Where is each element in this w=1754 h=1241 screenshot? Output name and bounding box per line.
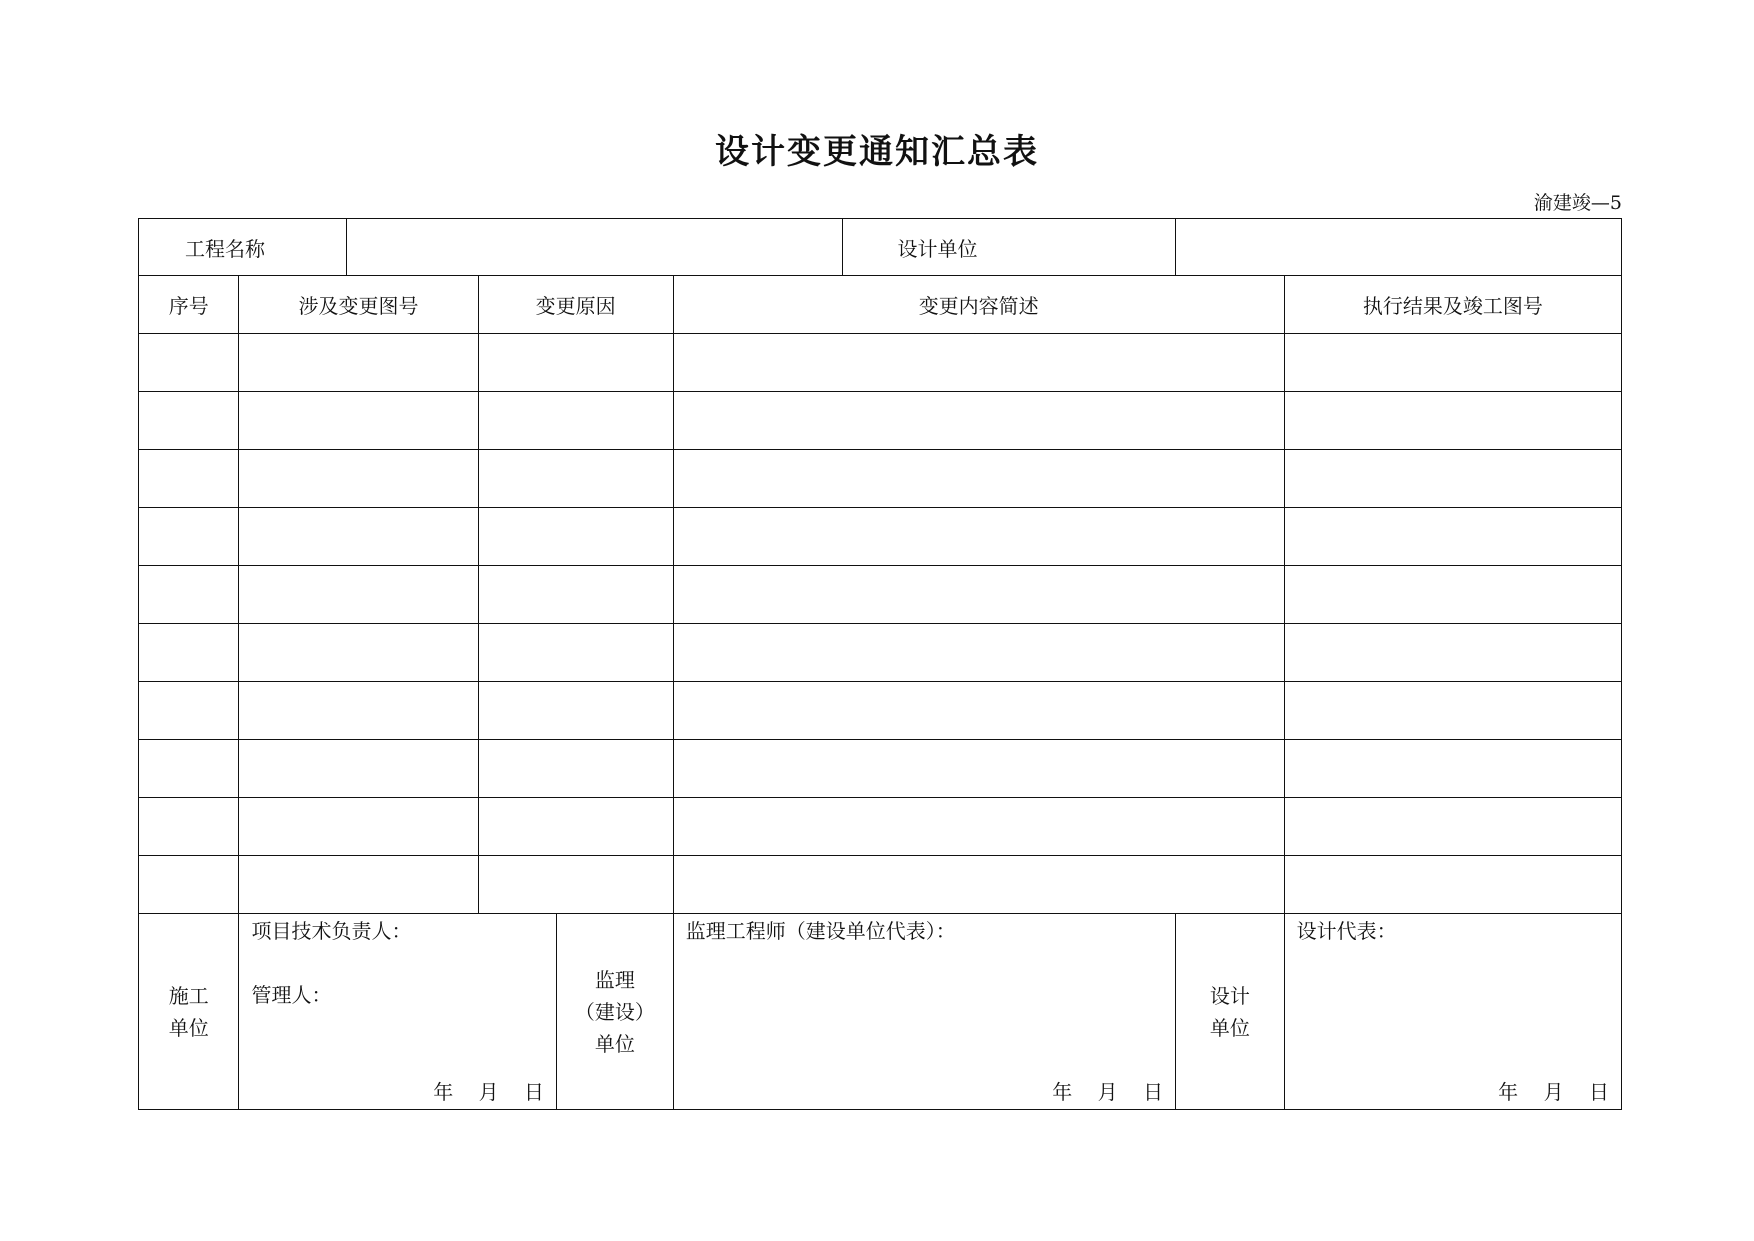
cell-change-reason[interactable] [478,450,673,508]
table-row [139,856,1622,914]
construction-unit-label-line1: 施工 [168,983,209,1008]
cell-seq[interactable] [139,856,239,914]
design-date: 年 月 日 [1498,1080,1609,1104]
table-row [139,508,1622,566]
cell-seq[interactable] [139,392,239,450]
cell-result[interactable] [1284,566,1621,624]
cell-result[interactable] [1284,450,1621,508]
cell-change-summary[interactable] [673,450,1284,508]
construction-unit-label [139,914,239,1110]
cell-result[interactable] [1284,624,1621,682]
cell-seq[interactable] [139,624,239,682]
table-row [139,392,1622,450]
cell-seq[interactable] [139,566,239,624]
cell-seq[interactable] [139,740,239,798]
cell-change-summary[interactable] [673,624,1284,682]
summary-table [138,218,1622,1110]
cell-change-summary[interactable] [673,508,1284,566]
cell-change-summary[interactable] [673,798,1284,856]
design-unit-label: 设计单位 [843,219,1176,276]
cell-result[interactable] [1284,682,1621,740]
project-name-label: 工程名称 [139,219,347,276]
cell-seq[interactable] [139,682,239,740]
cell-change-summary[interactable] [673,682,1284,740]
cell-change-reason[interactable] [478,740,673,798]
cell-result[interactable] [1284,798,1621,856]
supervision-unit-label-line1: 监理 [594,967,635,992]
design-unit-sign-label [1176,914,1285,1110]
cell-result[interactable] [1284,740,1621,798]
table-row [139,798,1622,856]
cell-drawing-no[interactable] [239,334,478,392]
cell-change-summary[interactable] [673,566,1284,624]
table-row [139,682,1622,740]
cell-seq[interactable] [139,508,239,566]
cell-drawing-no[interactable] [239,856,478,914]
cell-change-reason[interactable] [478,334,673,392]
cell-drawing-no[interactable] [239,392,478,450]
signature-row [139,914,1622,1110]
page-title: 设计变更通知汇总表 [715,132,1039,172]
cell-drawing-no[interactable] [239,798,478,856]
table-row [139,566,1622,624]
header-seq: 序号 [139,276,239,334]
cell-change-summary[interactable] [673,856,1284,914]
cell-change-summary[interactable] [673,334,1284,392]
design-signature-field[interactable] [1284,914,1621,1110]
cell-change-reason[interactable] [478,624,673,682]
project-info-row [139,219,1622,276]
summary-table-container [138,218,1622,1110]
table-row [139,334,1622,392]
cell-drawing-no[interactable] [239,508,478,566]
cell-result[interactable] [1284,856,1621,914]
design-unit-sign-label-line2: 单位 [1209,1015,1250,1040]
project-name-field[interactable] [346,219,843,276]
table-row [139,624,1622,682]
header-change-reason: 变更原因 [478,276,673,334]
tech-lead-label: 项目技术负责人： [251,919,412,943]
header-result: 执行结果及竣工图号 [1284,276,1621,334]
design-unit-field[interactable] [1176,219,1622,276]
cell-change-reason[interactable] [478,392,673,450]
cell-change-summary[interactable] [673,740,1284,798]
supervision-unit-label-line3: 单位 [594,1031,635,1056]
cell-change-summary[interactable] [673,392,1284,450]
design-representative-label: 设计代表： [1296,919,1397,943]
supervising-engineer-label: 监理工程师（建设单位代表）： [685,919,956,943]
construction-unit-label-line2: 单位 [168,1015,209,1040]
cell-change-reason[interactable] [478,508,673,566]
supervision-unit-label [557,914,674,1110]
form-code: 渝建竣—5 [1533,192,1622,214]
header-drawing-no: 涉及变更图号 [239,276,478,334]
manager-label: 管理人： [251,983,332,1007]
cell-drawing-no[interactable] [239,740,478,798]
cell-result[interactable] [1284,392,1621,450]
cell-drawing-no[interactable] [239,450,478,508]
cell-seq[interactable] [139,450,239,508]
cell-seq[interactable] [139,798,239,856]
supervision-unit-label-line2: （建设） [574,999,655,1024]
design-unit-sign-label-line1: 设计 [1209,983,1250,1008]
table-row [139,740,1622,798]
table-row [139,450,1622,508]
supervision-date: 年 月 日 [1052,1080,1164,1104]
construction-date: 年 月 日 [433,1080,545,1104]
cell-seq[interactable] [139,334,239,392]
cell-change-reason[interactable] [478,798,673,856]
cell-change-reason[interactable] [478,856,673,914]
cell-change-reason[interactable] [478,682,673,740]
construction-signature-field[interactable] [239,914,557,1110]
header-change-summary: 变更内容简述 [673,276,1284,334]
cell-change-reason[interactable] [478,566,673,624]
supervision-signature-field[interactable] [673,914,1175,1110]
cell-drawing-no[interactable] [239,682,478,740]
cell-result[interactable] [1284,508,1621,566]
column-header-row [139,276,1622,334]
cell-drawing-no[interactable] [239,624,478,682]
cell-result[interactable] [1284,334,1621,392]
cell-drawing-no[interactable] [239,566,478,624]
